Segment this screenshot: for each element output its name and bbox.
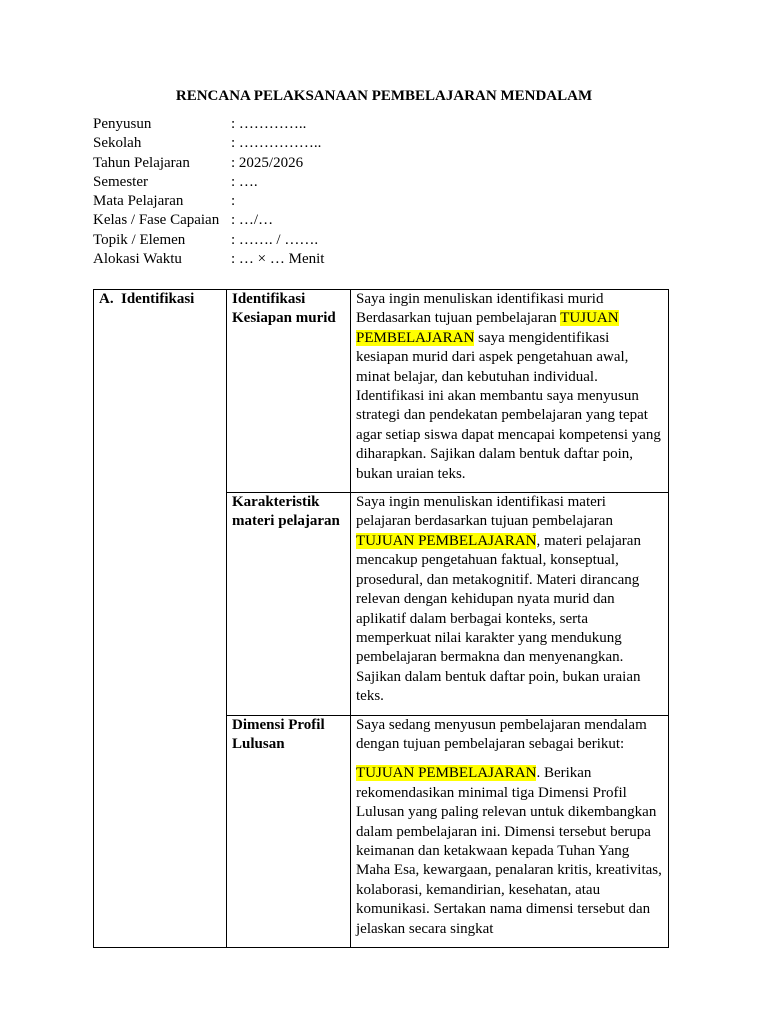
meta-label: Sekolah [93, 135, 142, 152]
row-heading-dimensi-profil: Dimensi Profil Lulusan [227, 715, 351, 947]
meta-value: : ……. / ……. [231, 231, 319, 248]
meta-row-kelas-fase [93, 211, 324, 230]
meta-label: Kelas / Fase Capaian [93, 212, 220, 229]
content-text: saya mengidentifikasi kesiapan murid dari aspek pengetahuan awal, minat belajar, dan kebutuhan individual. Identifikasi ini akan membantu saya menyusun strategi dan pendekatan pembelajaran yang tepat agar setiap siswa dapat mencapai kompetensi yang diharapkan. Sajikan dalam bentuk daftar poin, bukan uraian teks. [356, 329, 661, 482]
meta-value: : [231, 193, 236, 210]
meta-row-alokasi-waktu [93, 250, 324, 269]
row-content-kesiapan-murid [351, 290, 669, 493]
meta-label: Alokasi Waktu [93, 251, 182, 268]
content-intro: Saya sedang menyusun pembelajaran mendalam dengan tujuan pembelajaran sebagai berikut: [356, 716, 647, 752]
meta-row-sekolah [93, 134, 324, 153]
content-paragraph [356, 764, 663, 939]
meta-value: : …/… [231, 212, 274, 229]
table-row [94, 290, 669, 493]
meta-row-mata-pelajaran [93, 192, 324, 211]
row-heading-kesiapan-murid: Identifikasi Kesiapan murid [227, 290, 351, 493]
section-letter: A. [99, 291, 114, 307]
meta-value: : 2025/2026 [231, 154, 304, 171]
meta-label: Topik / Elemen [93, 231, 186, 248]
document-title: RENCANA PELAKSANAAN PEMBELAJARAN MENDALAM [175, 88, 593, 104]
highlight-placeholder: TUJUAN PEMBELAJARAN [356, 765, 537, 782]
meta-row-tahun-pelajaran [93, 154, 324, 173]
document-metadata [93, 115, 324, 269]
content-text: Saya ingin menuliskan identifikasi materi pelajaran berdasarkan tujuan pembelajaran [356, 494, 613, 530]
meta-label: Semester [93, 173, 148, 190]
section-name: Identifikasi [121, 291, 195, 307]
highlight-placeholder: TUJUAN PEMBELAJARAN [356, 310, 619, 346]
meta-row-topik-elemen [93, 231, 324, 250]
meta-row-semester [93, 173, 324, 192]
row-content-dimensi-profil [351, 715, 669, 947]
content-text: Saya ingin menuliskan identifikasi murid Berdasarkan tujuan pembelajaran [356, 291, 604, 327]
section-cell [94, 290, 227, 948]
meta-label: Mata Pelajaran [93, 193, 184, 210]
meta-row-penyusun [93, 115, 324, 134]
identification-table [93, 289, 669, 948]
meta-label: Penyusun [93, 116, 152, 132]
content-text: . Berikan rekomendasikan minimal tiga Dimensi Profil Lulusan yang paling relevan untuk dikembangkan dalam pembelajaran ini. Dimensi tersebut berupa keimanan dan ketakwaan kepada Tuhan Yang Maha Esa, kewargaan, penalaran kritis, kreativitas, kolaborasi, kemandirian, kesehatan, atau komunikasi. Sertakan nama dimensi tersebut dan jelaskan secara singkat [356, 765, 662, 937]
row-heading-karakteristik-materi: Karakteristik materi pelajaran [227, 493, 351, 715]
meta-value: : … × … Menit [231, 251, 325, 268]
paragraph-gap [356, 754, 663, 764]
row-content-karakteristik-materi [351, 493, 669, 715]
highlight-placeholder: TUJUAN PEMBELAJARAN [356, 532, 537, 549]
meta-value: : …………….. [231, 135, 322, 152]
meta-value: : ………….. [231, 116, 307, 132]
content-text: , materi pelajaran mencakup pengetahuan faktual, konseptual, prosedural, dan metakognitif. Materi dirancang relevan dengan kehidupan nyata murid dan aplikatif dalam berbagai konteks, serta memperkuat nilai karakter yang mendukung pembelajaran bermakna dan menyenangkan. Sajikan dalam bentuk daftar poin, bukan uraian teks. [356, 532, 641, 705]
meta-label: Tahun Pelajaran [93, 154, 190, 171]
meta-value: : …. [231, 173, 258, 190]
